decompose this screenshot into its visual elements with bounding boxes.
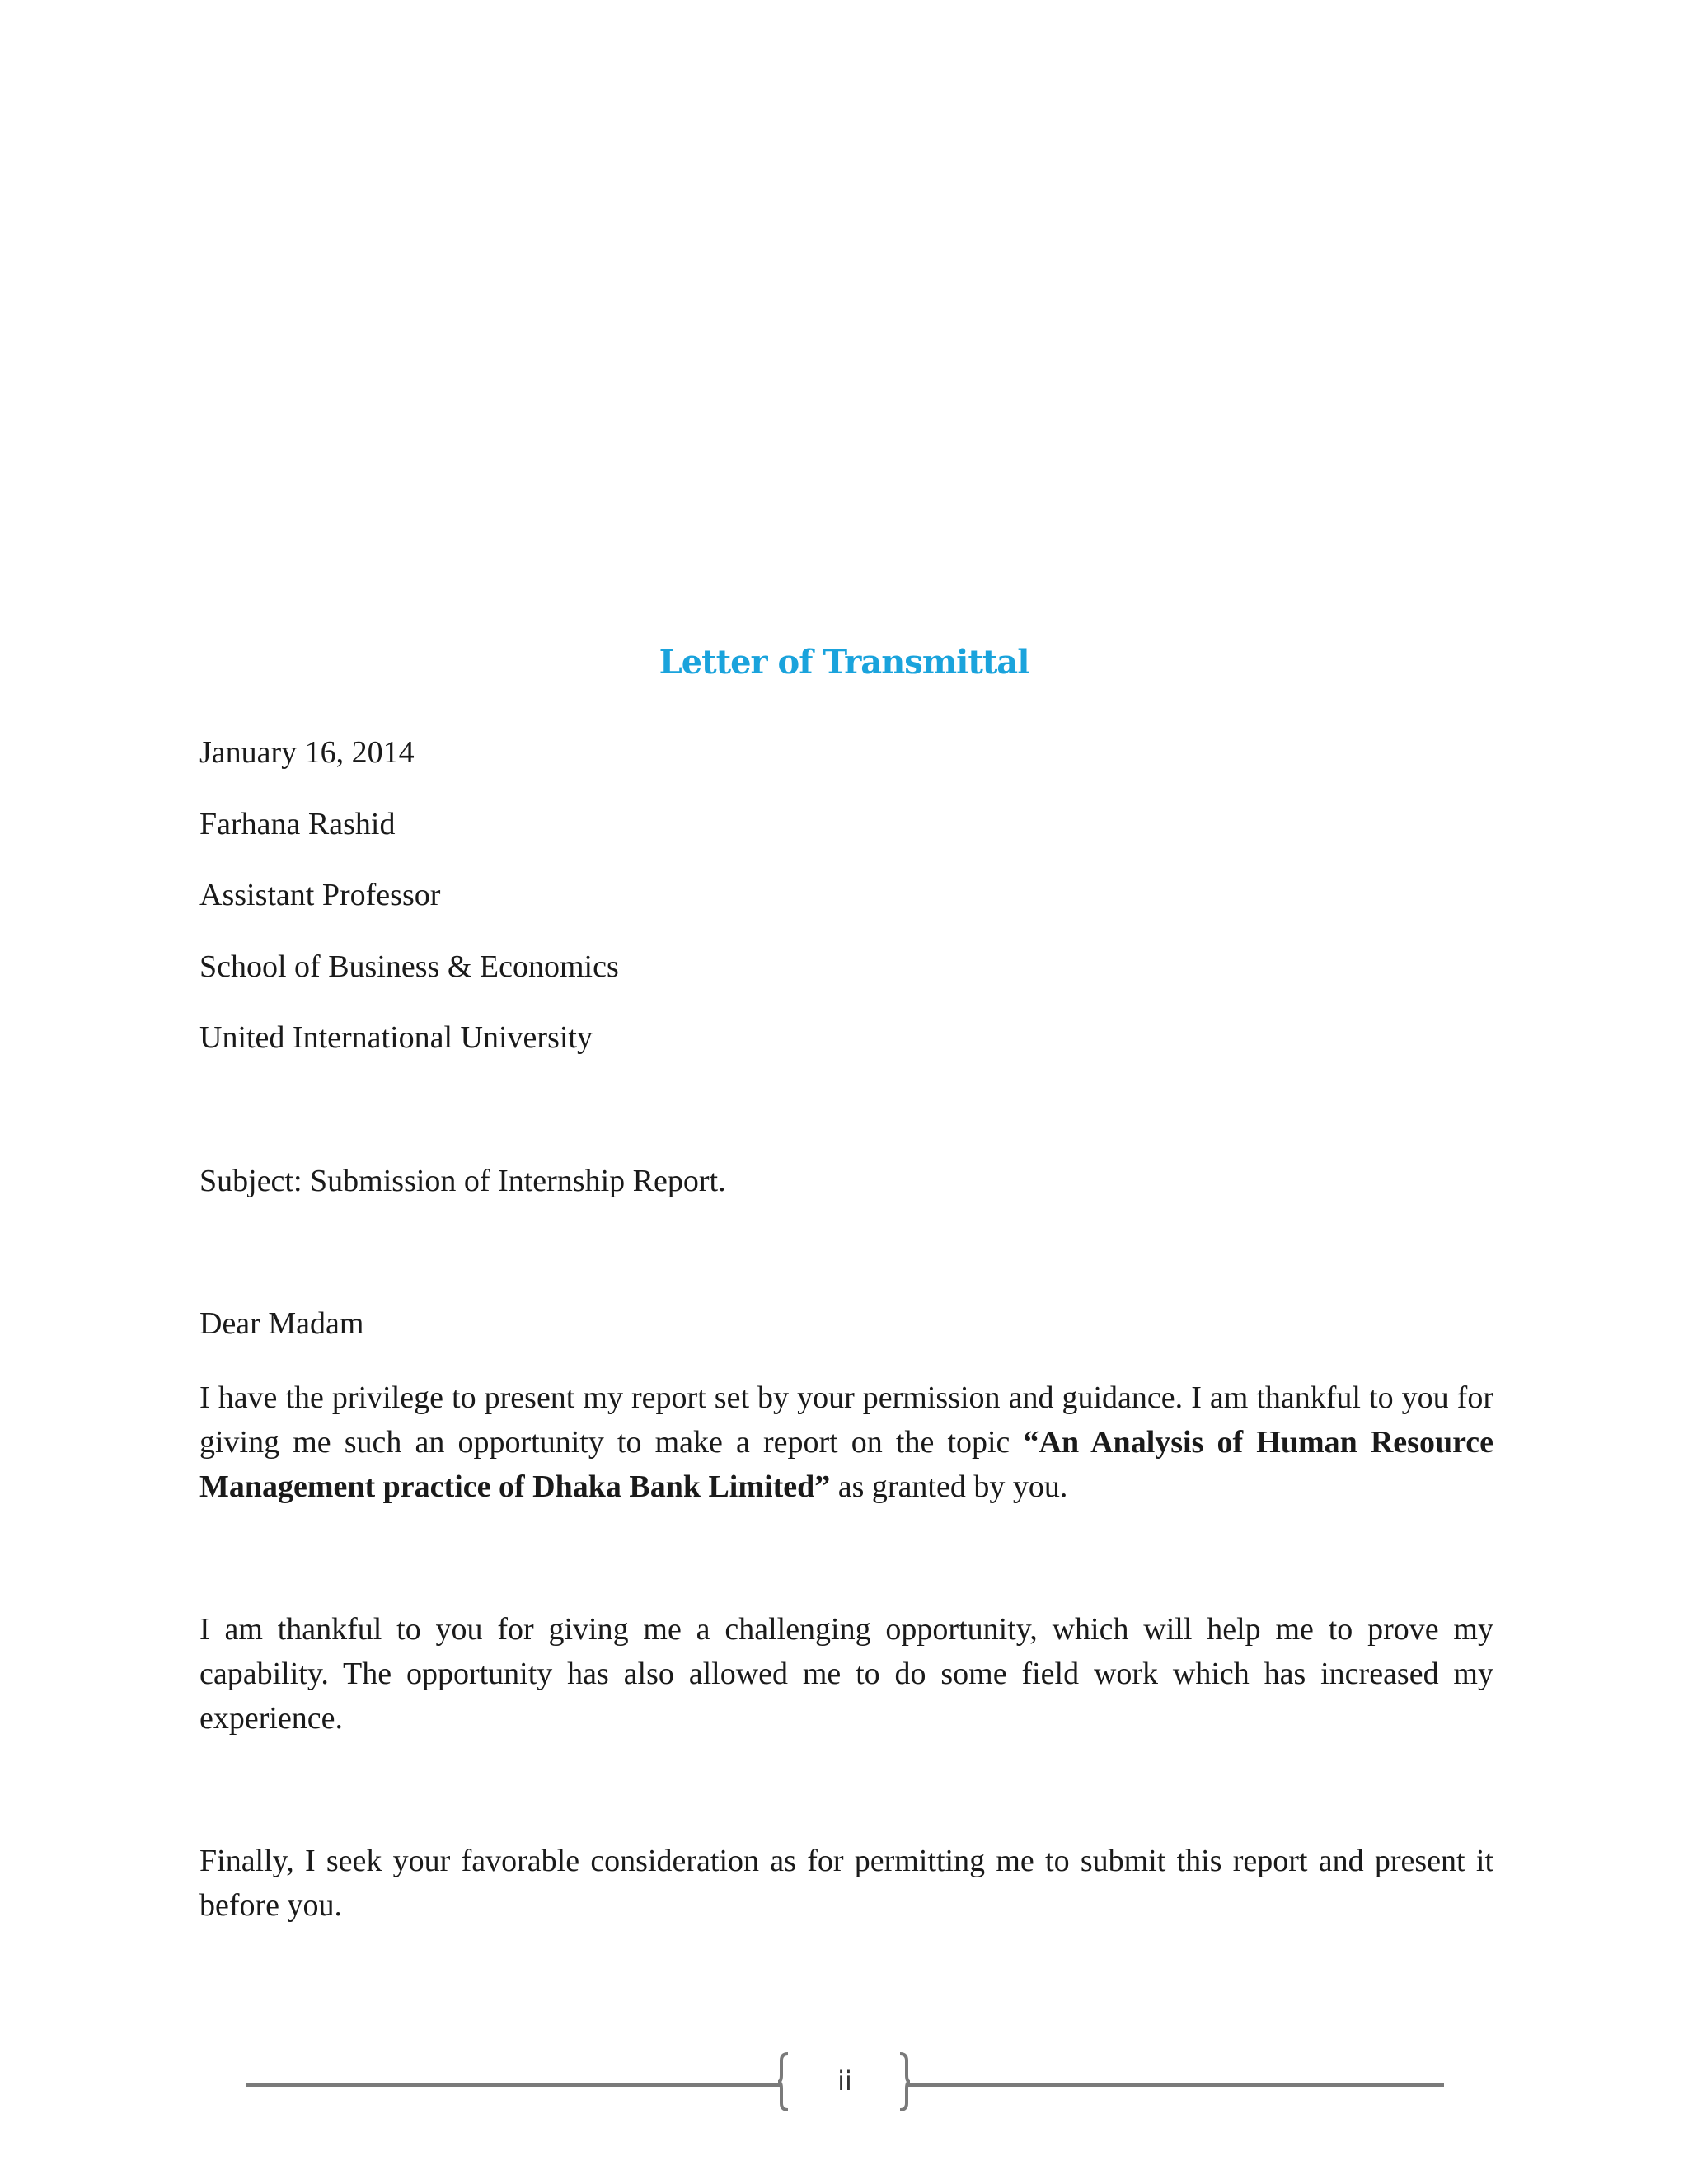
left-brace-icon [776, 2052, 791, 2111]
footer-rule-left [246, 2083, 780, 2087]
right-brace-icon [897, 2052, 912, 2111]
paragraph-3: Finally, I seek your favorable consideration as for permitting me to submit this report and present it before you. [199, 1844, 1493, 1923]
paragraph-1 [199, 1376, 1493, 1509]
page-number: ii [837, 2065, 852, 2097]
report-topic: “An Analysis of Human Resource Management practice of Dhaka Bank Limited” [199, 1425, 1493, 1504]
recipient-institution: United International University [199, 1020, 593, 1055]
letter-subject: Subject: Submission of Internship Report. [199, 1164, 726, 1198]
letter-date: January 16, 2014 [199, 735, 415, 770]
paragraph-1-text-before: I have the privilege to present my report set by your permission and guidance. I am thankful to you for giving me such an opportunity to make a report on the topic [199, 1380, 1493, 1460]
page-title: Letter of Transmittal [659, 643, 1029, 682]
recipient-name: Farhana Rashid [199, 807, 396, 841]
paragraph-2: I am thankful to you for giving me a challenging opportunity, which will help me to prove my capability. The opportunity has also allowed me to do some field work which has increased my experience. [199, 1612, 1493, 1736]
recipient-department: School of Business & Economics [199, 949, 619, 984]
paragraph-1-text-after: as granted by you. [830, 1469, 1068, 1504]
page-footer [0, 2052, 1688, 2118]
recipient-position: Assistant Professor [199, 878, 441, 912]
letter-salutation: Dear Madam [199, 1306, 364, 1341]
footer-rule-right [907, 2083, 1444, 2087]
